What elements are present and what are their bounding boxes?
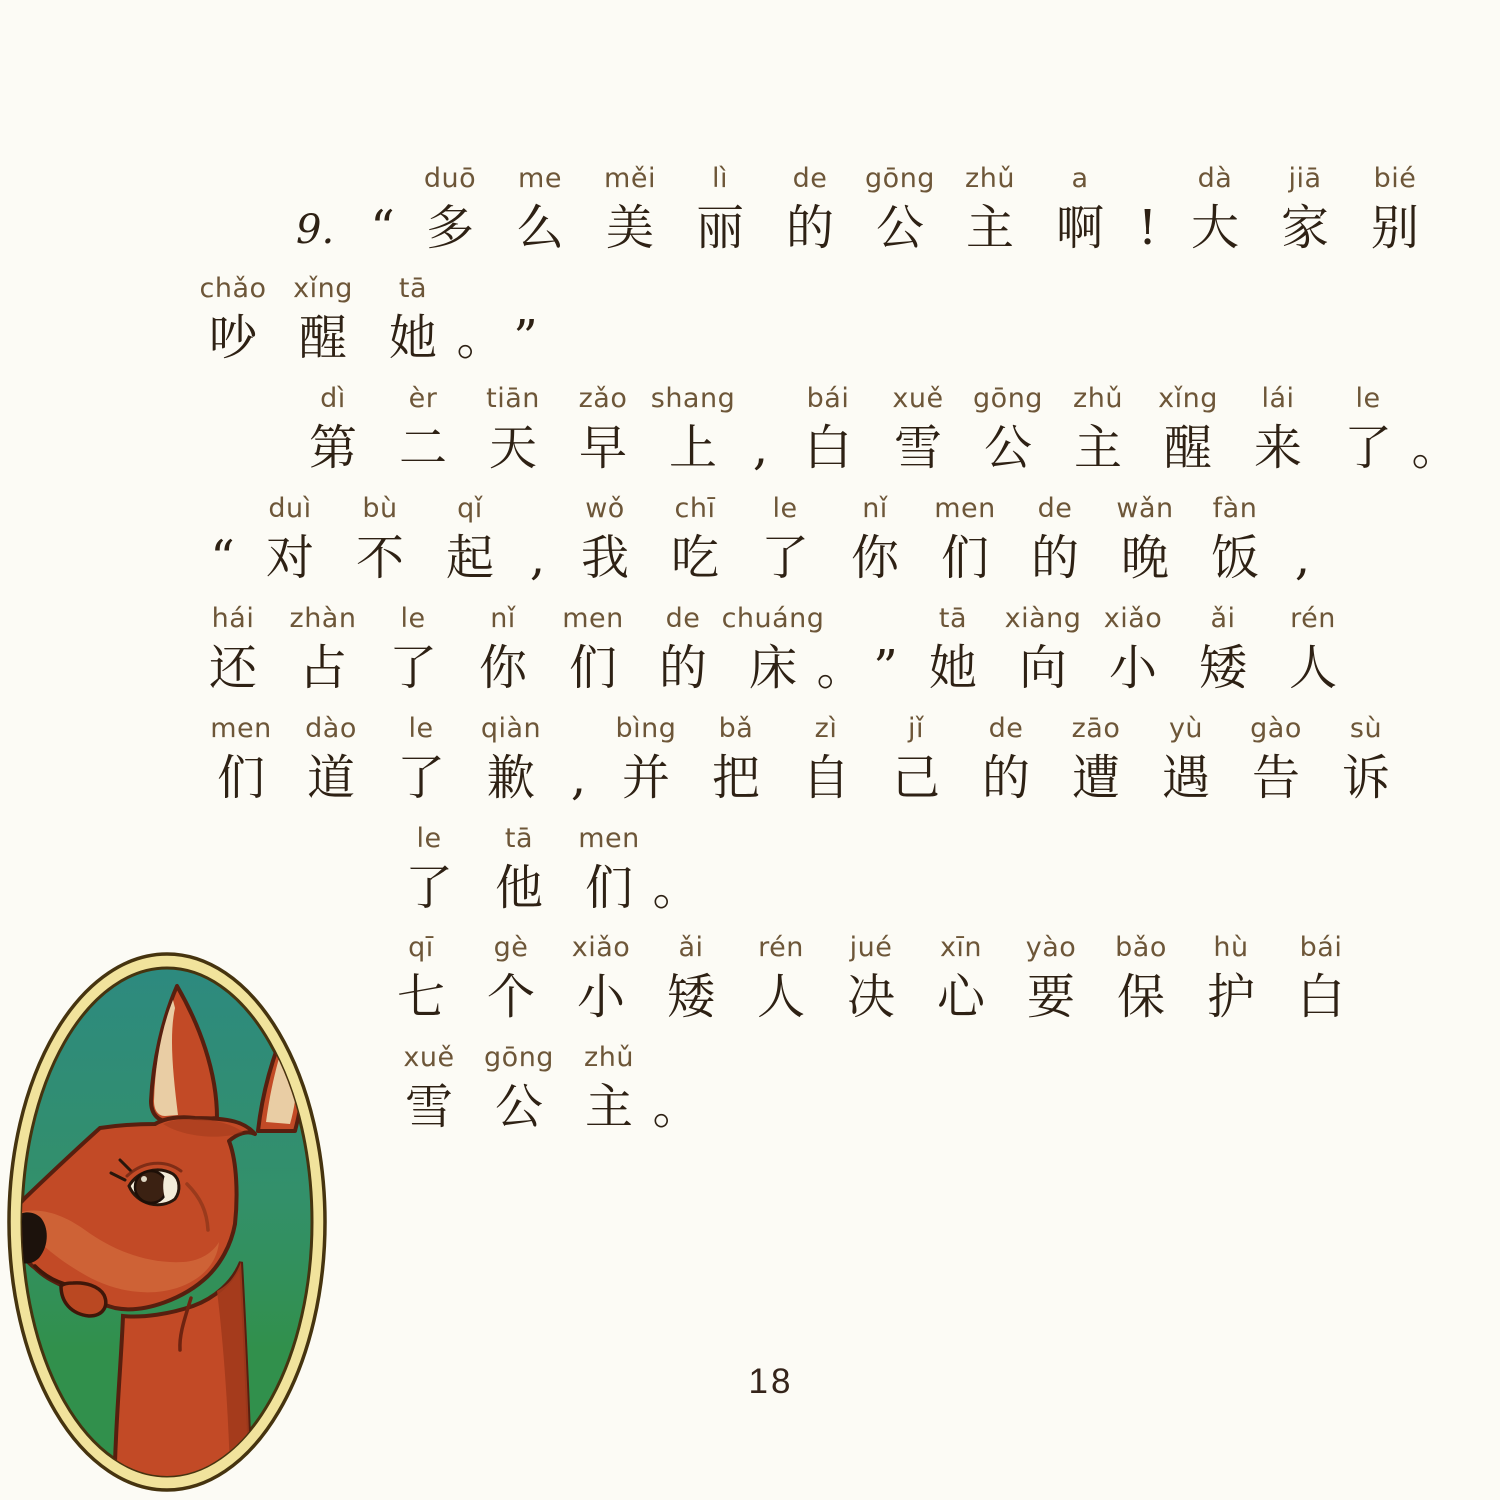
char-cell [1321,712,1411,806]
char-cell [468,382,558,476]
pinyin-label: qiàn [480,713,542,744]
hanzi-char: 的 [1030,530,1079,586]
pinyin-label: wǎn [1116,493,1174,524]
pinyin-label: měi [604,163,656,194]
pinyin-label: wǒ [585,493,625,524]
pinyin-label: men [562,603,624,634]
hanzi-char: 公 [983,420,1032,476]
hanzi-char: 你 [850,530,899,586]
pinyin-label: de [792,163,828,194]
hanzi-char: 主 [965,200,1014,256]
pinyin-label: lái [1261,383,1295,414]
char-cell [871,712,961,806]
char-cell [1190,492,1280,586]
pinyin-label: men [210,713,272,744]
pinyin-label: gōng [484,1042,554,1073]
hanzi-char: 来 [1253,420,1302,476]
text-line [376,931,1366,1025]
hanzi-char: 。 [816,640,865,696]
hanzi-char: 的 [981,750,1030,806]
pinyin-label: zhǔ [584,1042,634,1073]
pinyin-label: jǐ [907,713,924,744]
pinyin-label: tā [398,273,428,304]
punctuation-cell [863,602,908,696]
char-cell [1276,931,1366,1025]
hanzi-char: 人 [1288,640,1337,696]
pinyin-label: nǐ [490,603,516,634]
char-cell [425,492,515,586]
hanzi-char: 雪 [893,420,942,476]
hanzi-char: 了 [404,860,453,916]
pinyin-label: yù [1168,713,1204,744]
hanzi-char: 人 [756,969,805,1025]
pinyin-label: zì [814,713,838,744]
hanzi-char: 了 [1343,420,1392,476]
pinyin-label: qǐ [457,493,483,524]
hanzi-char: 小 [576,969,625,1025]
punctuation-cell [458,272,503,366]
hanzi-char: 心 [936,969,985,1025]
hanzi-char: 么 [515,200,564,256]
pinyin-label: men [578,823,640,854]
char-cell [1141,712,1231,806]
punctuation-cell [556,712,601,806]
char-cell [650,492,740,586]
pinyin-label: xǐng [1158,383,1218,414]
pinyin-label: chǎo [199,273,267,304]
char-cell [495,162,585,256]
pinyin-label: dà [1197,163,1233,194]
char-cell [188,272,278,366]
char-cell [1186,931,1276,1025]
pinyin-label: duì [268,493,312,524]
hanzi-char: , [570,750,587,806]
hanzi-char: 矮 [666,969,715,1025]
hanzi-char: 晚 [1120,530,1169,586]
char-cell [564,1041,654,1135]
pinyin-label: bǎ [718,713,754,744]
char-cell [765,162,855,256]
hanzi-char: 饭 [1210,530,1259,586]
pinyin-label: gè [493,932,529,963]
hanzi-char: 他 [494,860,543,916]
hanzi-char: 保 [1116,969,1165,1025]
hanzi-char: 把 [711,750,760,806]
pinyin-label: gōng [973,383,1043,414]
char-cell [1178,602,1268,696]
pinyin-label: xǐng [293,273,353,304]
pinyin-label: bié [1373,163,1417,194]
pinyin-label: nǐ [862,493,888,524]
hanzi-char: 床 [748,640,797,696]
pinyin-label: le [772,493,798,524]
hanzi-char: 白 [1296,969,1345,1025]
pinyin-label: a [1071,163,1089,194]
pinyin-label: hái [211,603,255,634]
pinyin-label: xuě [892,383,944,414]
char-cell [998,602,1088,696]
hanzi-char: 个 [486,969,535,1025]
text-line [288,382,1458,476]
hanzi-char: 矮 [1198,640,1247,696]
char-cell [335,492,425,586]
char-cell [286,712,376,806]
punctuation-cell [654,1041,699,1135]
char-cell [1170,162,1260,256]
hanzi-char: 白 [803,420,852,476]
hanzi-char: 决 [846,969,895,1025]
hanzi-char: 丽 [695,200,744,256]
punctuation-cell [503,272,548,366]
hanzi-char: “ [370,200,395,256]
pinyin-label: bìng [615,713,677,744]
pinyin-label: fàn [1212,493,1258,524]
char-cell [1231,712,1321,806]
char-cell [585,162,675,256]
hanzi-char: 们 [940,530,989,586]
char-cell [564,822,654,916]
hanzi-char: 醒 [1163,420,1212,476]
pinyin-label: shang [650,383,736,414]
char-cell [1350,162,1440,256]
pinyin-label: ǎi [1210,603,1236,634]
pinyin-label: zhǔ [1073,383,1123,414]
pinyin-label: gào [1250,713,1302,744]
hanzi-char: 主 [1073,420,1122,476]
pinyin-label: bái [1299,932,1343,963]
char-cell [855,162,945,256]
punctuation-cell [1413,382,1458,476]
char-cell [1088,602,1178,696]
hanzi-char: 向 [1018,640,1067,696]
hanzi-char: 二 [398,420,447,476]
text-line [196,712,1411,806]
char-cell [384,1041,474,1135]
char-cell [278,602,368,696]
char-cell [691,712,781,806]
hanzi-char: 她 [388,310,437,366]
hanzi-char: 。 [1411,420,1460,476]
char-cell [288,382,378,476]
hanzi-char: 遭 [1071,750,1120,806]
text-line [296,162,1440,256]
hanzi-char: 吵 [208,310,257,366]
pinyin-label: lì [711,163,728,194]
char-cell [368,602,458,696]
hanzi-char: 还 [208,640,257,696]
pinyin-label: tiān [486,383,540,414]
hanzi-char: , [752,420,769,476]
hanzi-char: 了 [388,640,437,696]
deer-eye-glint [141,1176,147,1182]
char-cell [378,382,468,476]
char-cell [1051,712,1141,806]
pinyin-label: xiǎo [1103,603,1163,634]
hanzi-char: ! [1137,200,1158,256]
hanzi-char: 别 [1370,200,1419,256]
pinyin-label: hù [1213,932,1249,963]
hanzi-char: 她 [928,640,977,696]
pinyin-label: rén [758,932,804,963]
pinyin-label: xuě [403,1042,455,1073]
char-cell [1143,382,1233,476]
char-cell [384,822,474,916]
char-cell [558,382,648,476]
hanzi-char: , [529,530,546,586]
hanzi-char: 我 [580,530,629,586]
hanzi-char: 自 [801,750,850,806]
hanzi-char: 家 [1280,200,1329,256]
char-cell [1233,382,1323,476]
hanzi-char: 们 [568,640,617,696]
punctuation-cell [818,602,863,696]
char-cell [920,492,1010,586]
pinyin-label: zhàn [289,603,357,634]
pinyin-label: qī [408,932,434,963]
punctuation-cell [200,492,245,586]
char-cell [458,602,548,696]
punctuation-cell [515,492,560,586]
char-cell [278,272,368,366]
char-cell [188,602,278,696]
hanzi-char: 们 [584,860,633,916]
pinyin-label: rén [1290,603,1336,634]
punctuation-cell [1280,492,1325,586]
pinyin-label: duō [423,163,477,194]
hanzi-char: 天 [488,420,537,476]
char-cell [675,162,765,256]
char-cell [961,712,1051,806]
hanzi-char: 诉 [1341,750,1390,806]
char-cell [908,602,998,696]
hanzi-char: ” [513,310,538,366]
char-cell [1035,162,1125,256]
hanzi-char: 护 [1206,969,1255,1025]
pinyin-label: tā [504,823,534,854]
char-cell [740,492,830,586]
char-cell [1100,492,1190,586]
hanzi-char: 公 [494,1079,543,1135]
char-cell [1010,492,1100,586]
char-cell [648,382,738,476]
punctuation-cell [654,822,699,916]
pinyin-label: jiā [1288,163,1322,194]
hanzi-char: 公 [875,200,924,256]
char-cell [873,382,963,476]
pinyin-label: le [1355,383,1381,414]
hanzi-char: 你 [478,640,527,696]
pinyin-label: èr [408,383,438,414]
hanzi-char: 告 [1251,750,1300,806]
pinyin-label: de [1037,493,1073,524]
char-cell [1096,931,1186,1025]
char-cell [560,492,650,586]
pinyin-label: bǎo [1115,932,1167,963]
hanzi-char: 小 [1108,640,1157,696]
char-cell [945,162,1035,256]
hanzi-char: 道 [306,750,355,806]
hanzi-char: 主 [584,1079,633,1135]
punctuation-cell [738,382,783,476]
hanzi-char: , [1294,530,1311,586]
char-cell [548,602,638,696]
char-cell [638,602,728,696]
hanzi-char: ” [873,640,898,696]
pinyin-label: men [934,493,996,524]
char-cell [1053,382,1143,476]
text-line [188,272,548,366]
deer-illustration [5,946,335,1500]
hanzi-char: 第 [308,420,357,476]
text-line [188,602,1358,696]
pinyin-label: zǎo [578,383,628,414]
hanzi-char: 不 [355,530,404,586]
char-cell [376,931,466,1025]
char-cell [781,712,871,806]
char-cell [830,492,920,586]
pinyin-label: de [988,713,1024,744]
pinyin-label: dào [305,713,357,744]
char-cell [405,162,495,256]
hanzi-char: 早 [578,420,627,476]
hanzi-char: 的 [658,640,707,696]
hanzi-char: 要 [1026,969,1075,1025]
pinyin-label: zhǔ [965,163,1015,194]
char-cell [646,931,736,1025]
hanzi-char: 多 [425,200,474,256]
punctuation-cell [1125,162,1170,256]
hanzi-char: 的 [785,200,834,256]
text-line [384,1041,699,1135]
paragraph-number: 9. [296,207,335,253]
pinyin-label: sù [1349,713,1383,744]
hanzi-char: 雪 [404,1079,453,1135]
pinyin-label: zāo [1071,713,1121,744]
char-cell [368,272,458,366]
hanzi-char: 上 [668,420,717,476]
hanzi-char: 了 [396,750,445,806]
hanzi-char: 醒 [298,310,347,366]
char-cell [783,382,873,476]
hanzi-char: 遇 [1161,750,1210,806]
punctuation-cell [360,162,405,256]
pinyin-label: chuáng [721,603,825,634]
page-number: 18 [748,1362,794,1401]
char-cell [556,931,646,1025]
char-cell [196,712,286,806]
hanzi-char: “ [210,530,235,586]
char-cell [466,712,556,806]
text-line [384,822,699,916]
hanzi-char: 对 [265,530,314,586]
char-cell [721,602,825,696]
char-cell [1323,382,1413,476]
deer-eye-pupil [135,1171,167,1203]
char-cell [963,382,1053,476]
hanzi-char: 了 [760,530,809,586]
pinyin-label: ǎi [678,932,704,963]
hanzi-char: 。 [652,860,701,916]
hanzi-char: 起 [445,530,494,586]
char-cell [376,712,466,806]
char-cell [466,931,556,1025]
pinyin-label: tā [938,603,968,634]
char-cell [736,931,826,1025]
hanzi-char: 歉 [486,750,535,806]
pinyin-label: me [518,163,562,194]
hanzi-char: 占 [298,640,347,696]
hanzi-char: 美 [605,200,654,256]
char-cell [1260,162,1350,256]
pinyin-label: dì [320,383,346,414]
pinyin-label: le [408,713,434,744]
char-cell [826,931,916,1025]
char-cell [601,712,691,806]
pinyin-label: bái [806,383,850,414]
char-cell [1006,931,1096,1025]
char-cell [474,822,564,916]
hanzi-char: 七 [396,969,445,1025]
char-cell [916,931,1006,1025]
pinyin-label: xiǎo [571,932,631,963]
pinyin-label: de [665,603,701,634]
pinyin-label: xīn [939,932,983,963]
pinyin-label: xiàng [1004,603,1082,634]
hanzi-char: 并 [621,750,670,806]
pinyin-label: bù [362,493,398,524]
pinyin-label: gōng [865,163,935,194]
char-cell [1268,602,1358,696]
pinyin-label: yào [1025,932,1077,963]
hanzi-char: 己 [891,750,940,806]
hanzi-char: 。 [652,1079,701,1135]
hanzi-char: 们 [216,750,265,806]
text-line [200,492,1325,586]
hanzi-char: 啊 [1055,200,1104,256]
char-cell [245,492,335,586]
char-cell [474,1041,564,1135]
hanzi-char: 大 [1190,200,1239,256]
pinyin-label: jué [849,932,893,963]
hanzi-char: 。 [456,310,505,366]
pinyin-label: chī [674,493,716,524]
pinyin-label: le [416,823,442,854]
hanzi-char: 吃 [670,530,719,586]
pinyin-label: le [400,603,426,634]
